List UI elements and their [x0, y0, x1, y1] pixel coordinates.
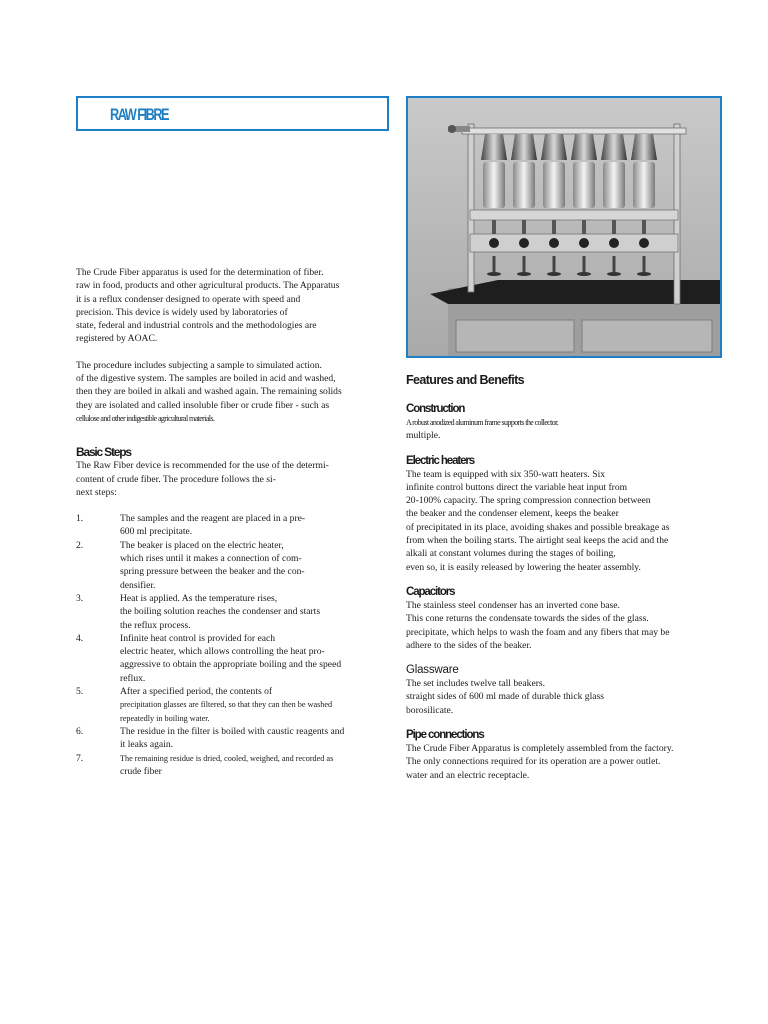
list-item: 2. The beaker is placed on the electric heater, which rises until it makes a connection of com- spring pressure between the beaker and the con- densifier. [76, 539, 305, 591]
capacitors-text: The stainless steel condenser has an inverted cone base. This cone returns the condensate towards the sides of the glass. precipitate, which helps to wash the foam and any fibers that may be adhere to the sides of the beaker. [406, 599, 670, 651]
list-item: 7. The remaining residue is dried, cooled, weighed, and recorded as crude fiber [76, 752, 334, 777]
basic-steps-heading: Basic Steps [76, 445, 131, 460]
list-item: 4. Infinite heat control is provided for each electric heater, which allows controlling the heat pro- aggressive to obtain the appropriate boiling and the speed reflux. [76, 632, 342, 684]
intro-paragraph-1: The Crude Fiber apparatus is used for the determination of fiber. raw in food, products and other agricultural products. The Apparatus it is a reflux condenser designed to operate with speed and precision. This device is widely used by laboratories of state, federal and industrial controls and the methodologies are registered by AOAC. [76, 267, 340, 345]
glassware-text: The set includes twelve tall beakers. straight sides of 600 ml made of durable thick glass borosilicate. [406, 678, 604, 716]
capacitors-heading: Capacitors [406, 585, 455, 598]
pipe-connections-heading: Pipe connections [406, 729, 484, 742]
list-item: 3. Heat is applied. As the temperature rises, the boiling solution reaches the condenser and starts the reflux process. [76, 592, 321, 631]
list-item: 5. After a specified period, the contents of precipitation glasses are filtered, so that they can then be washed repeatedly in boiling water. [76, 686, 333, 723]
electric-heaters-text: The team is equipped with six 350-watt heaters. Six infinite control buttons direct the variable heat input from 20-100% capacity. The spring compression connection between the beaker and the condenser element, keeps the beaker of precipitated in its place, avoiding shakes and possible breakage as from when the boiling starts. The airtight seal keeps the acid and the alkali at constant volumes during the stages of boiling, even so, it is easily released by lowering the heater assembly. [406, 468, 670, 573]
glassware-heading: Glassware [406, 664, 459, 677]
pipe-connections-text: The Crude Fiber Apparatus is completely assembled from the factory. The only connections required for its operation are a power outlet. water and an electric receptacle. [406, 743, 674, 781]
basic-steps-intro: The Raw Fiber device is recommended for the use of the determi- content of crude fiber. The procedure follows the si- next steps: [76, 460, 329, 498]
product-photo [406, 96, 722, 358]
intro-paragraph-2: The procedure includes subjecting a sample to simulated action. of the digestive system. The samples are boiled in acid and washed, then they are boiled in alkali and washed again. The remaining solids they are isolated and called insoluble fiber or crude fiber - such as cellulose and other indigestible agricultural materials. [76, 359, 342, 423]
list-item: 1. The samples and the reagent are placed in a pre- 600 ml precipitate. [76, 513, 306, 538]
list-item: 6. The residue in the filter is boiled with caustic reagents and it leaks again. [76, 725, 345, 751]
left-column [76, 266, 396, 778]
title-box [76, 96, 389, 131]
right-column [406, 372, 722, 782]
electric-heaters-heading: Electric heaters [406, 454, 475, 467]
construction-heading: Construction [406, 403, 465, 415]
features-heading: Features and Benefits [406, 373, 524, 387]
apparatus-photo [408, 98, 720, 356]
logo-text: RAW FIBRE [110, 105, 169, 124]
construction-text: A robust anodized aluminum frame supports the collector. multiple. [406, 418, 559, 442]
steps-list [76, 512, 396, 778]
